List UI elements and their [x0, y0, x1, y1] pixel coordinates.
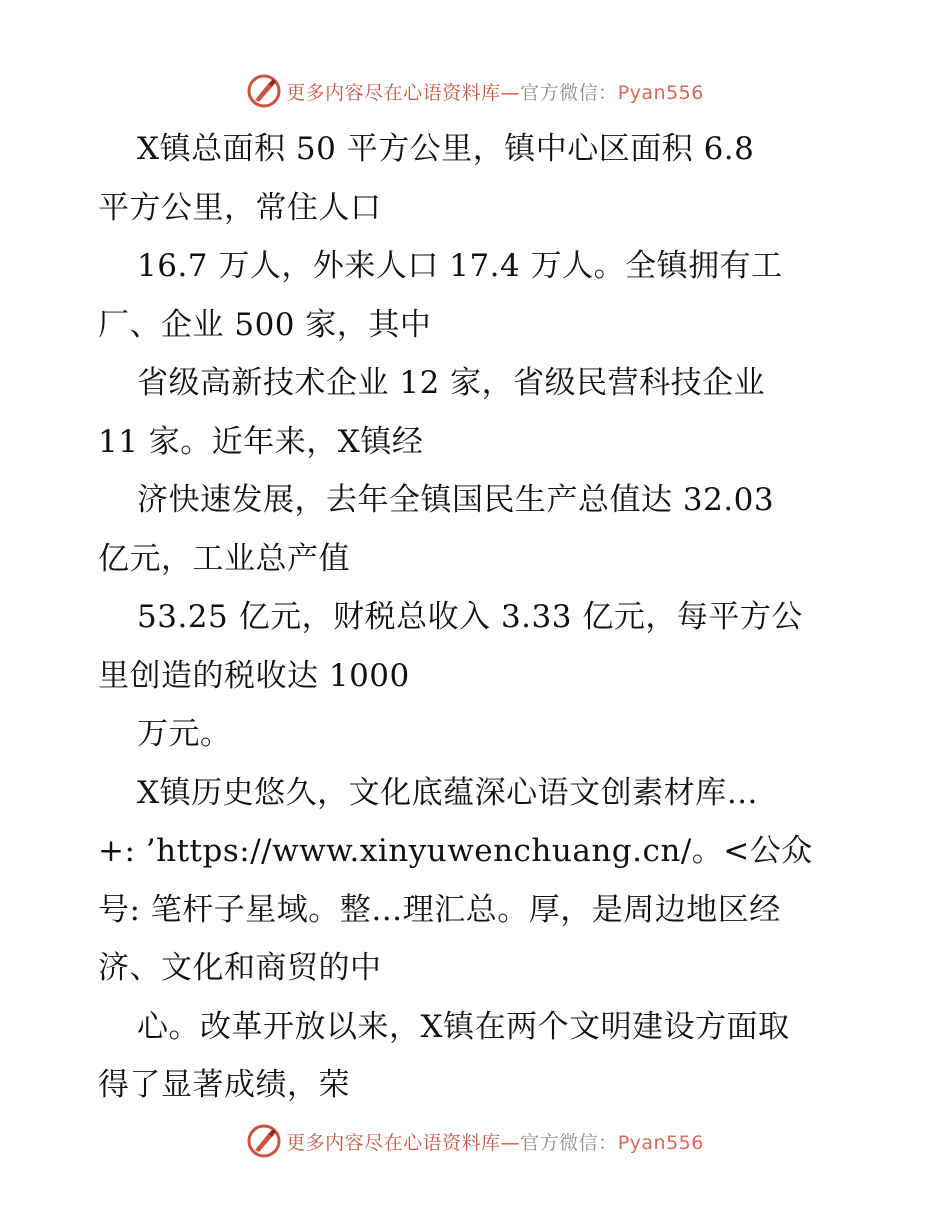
text-line: 厂、企业 500 家，其中	[98, 306, 432, 343]
watermark-header	[0, 71, 950, 111]
text-line: X镇历史悠久，文化底蕴深心语文创素材库…	[137, 774, 759, 811]
text-line: 11 家。近年来，X镇经	[98, 423, 424, 460]
text-line: 里创造的税收达 1000	[98, 657, 410, 694]
watermark-main: 更多内容尽在心语资料库—	[286, 1131, 521, 1154]
watermark-wechat-id: Pyan556	[617, 81, 704, 104]
document-body	[98, 120, 858, 1115]
text-line: +: ’https://www.xinyuwenchuang.cn/。<公众	[98, 833, 813, 869]
watermark-main: 更多内容尽在心语资料库—	[286, 81, 521, 104]
watermark-wechat-label: 官方微信：	[520, 81, 618, 104]
text-line: 万元。	[137, 716, 232, 752]
text-line: 济、文化和商贸的中	[98, 950, 382, 986]
watermark-text	[286, 1128, 704, 1155]
watermark-text	[286, 78, 704, 105]
text-line: 号: 笔杆子星域。整…理汇总。厚，是周边地区经	[98, 891, 781, 928]
watermark-footer	[0, 1121, 950, 1161]
text-line: 亿元，工业总产值	[98, 540, 350, 577]
text-line: 16.7 万人，外来人口 17.4 万人。全镇拥有工	[137, 248, 783, 284]
text-line: X镇总面积 50 平方公里，镇中心区面积 6.8	[137, 131, 755, 167]
text-line: 济快速发展，去年全镇国民生产总值达 32.03	[137, 482, 775, 518]
text-line: 53.25 亿元，财税总收入 3.33 亿元，每平方公	[137, 599, 803, 635]
pen-logo-icon	[246, 1123, 282, 1159]
text-line: 心。改革开放以来，X镇在两个文明建设方面取	[137, 1008, 790, 1045]
text-line: 平方公里，常住人口	[98, 189, 382, 226]
watermark-wechat-id: Pyan556	[617, 1131, 704, 1154]
pen-logo-icon	[246, 73, 282, 109]
text-line: 得了显著成绩，荣	[98, 1067, 350, 1103]
watermark-wechat-label: 官方微信：	[520, 1131, 618, 1154]
text-line: 省级高新技术企业 12 家，省级民营科技企业	[137, 365, 766, 401]
